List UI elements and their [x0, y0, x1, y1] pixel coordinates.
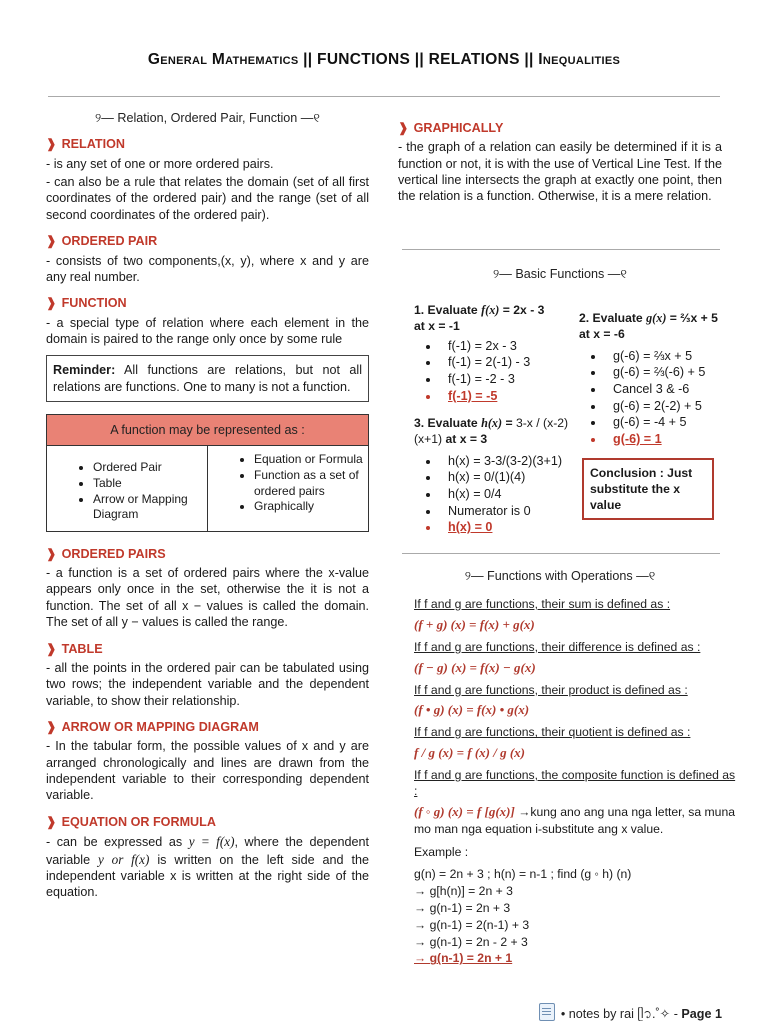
footer-notes: • notes by rai ᥫ᭡.˚✧ -	[560, 1007, 682, 1021]
ordered-pair-heading: ❱ ORDERED PAIR	[46, 234, 158, 249]
eval-2	[579, 311, 727, 447]
eval-2-heading: 2. Evaluate g(x) = ⅔x + 5 at x = -6	[579, 311, 718, 341]
left-column	[46, 110, 369, 903]
op-difference-formula: (f − g) (x) = f(x) − g(x)	[414, 659, 536, 675]
title-divider	[48, 96, 720, 97]
op-quotient-line: If f and g are functions, their quotient is defined as :	[414, 725, 691, 740]
notepad-icon	[539, 1003, 555, 1021]
conclusion-box: Conclusion : Just substitute the x value	[582, 458, 714, 520]
divider-ops	[402, 553, 720, 554]
footer	[539, 1003, 722, 1022]
eval-3-step: • h(x) = 0/(1)(4)	[440, 469, 574, 486]
op-product-formula: (f • g) (x) = f(x) • g(x)	[414, 702, 530, 718]
eval-3-answer: • h(x) = 0	[440, 519, 574, 536]
eval-1-step: • f(-1) = 2(-1) - 3	[440, 354, 574, 371]
op-sum-line: If f and g are functions, their sum is defined as :	[414, 597, 671, 611]
table-text: - all the points in the ordered pair can be tabulated using two rows; the independent variable and the dependent variable, to show their relationship.	[46, 660, 369, 708]
relation-subheading: ୨— Relation, Ordered Pair, Function —୧	[95, 111, 320, 125]
op-difference-line: If f and g are functions, their difference is defined as :	[414, 639, 701, 654]
equation-heading: ❱ EQUATION OR FORMULA	[46, 814, 216, 829]
operations	[414, 597, 736, 967]
op-composite-formula: (f ◦ g) (x) = f [g(x)] →kung ano ang una nga letter, sa muna mo man nga equation i-substitute ang x value.	[414, 803, 736, 836]
right-column	[398, 120, 722, 207]
reminder-box	[46, 355, 369, 402]
table-heading: ❱ TABLE	[46, 641, 103, 656]
graphically-heading: ❱ GRAPHICALLY	[398, 121, 504, 135]
rep-item: • Function as a set of ordered pairs	[254, 468, 364, 499]
example-line: → g(n-1) = 2n - 2 + 3	[414, 934, 528, 949]
ops-subheading: ୨— Functions with Operations —୧	[464, 569, 656, 583]
representation-table	[46, 414, 369, 532]
eval-1-step: • f(-1) = 2x - 3	[440, 338, 574, 355]
rep-item: • Ordered Pair	[93, 460, 203, 476]
example-line: g(n) = 2n + 3 ; h(n) = n-1 ; find (g ◦ h) (n)	[414, 867, 632, 882]
basic-functions-subheading: ୨— Basic Functions —୧	[493, 267, 627, 281]
divider-basic	[402, 249, 720, 250]
representation-table-header: A function may be represented as :	[47, 415, 369, 446]
eval-1-answer: • f(-1) = -5	[440, 388, 574, 405]
example-line: → g(n-1) = 2n + 3	[414, 900, 511, 915]
relation-line-2: - can also be a rule that relates the domain (set of all first coordinates of the ordered pair) and the range (set of all second coordinates of the ordered pair).	[46, 175, 369, 222]
eval-2-step: • Cancel 3 & -6	[605, 381, 727, 398]
example-answer: → g(n-1) = 2n + 1	[414, 951, 513, 966]
eval-1-step: • f(-1) = -2 - 3	[440, 371, 574, 388]
relation-heading: ❱ RELATION	[46, 137, 125, 152]
eval-3-step: • Numerator is 0	[440, 503, 574, 520]
rep-item: • Graphically	[254, 499, 364, 515]
ordered-pair-text: - consists of two components,(x, y), where x and y are any real number.	[46, 253, 369, 284]
op-quotient-formula: f / g (x) = f (x) / g (x)	[414, 745, 526, 761]
graphically-text: - the graph of a relation can easily be determined if it is a function or not, it is with the use of Vertical Line Test. If the vertical line intersects the graph at exactly one point, then the relation is a function. Otherwise, it is a mere relation.	[398, 140, 722, 204]
eval-2-step: • g(-6) = ⅔(-6) + 5	[605, 364, 727, 381]
page-title: General Mathematics || FUNCTIONS || RELATIONS || Inequalities	[147, 51, 621, 68]
arrow-text: - In the tabular form, the possible values of x and y are arranged chronologically and lines are drawn from the independent variable to their corresponding dependent variable.	[46, 739, 369, 803]
page-number: Page 1	[681, 1007, 722, 1021]
eval-3-step: • h(x) = 0/4	[440, 486, 574, 503]
op-sum-formula: (f + g) (x) = f(x) + g(x)	[414, 616, 535, 632]
ordered-pairs-heading: ❱ ORDERED PAIRS	[46, 546, 166, 561]
representation-right-cell	[208, 446, 369, 531]
reminder-label: Reminder:	[53, 363, 116, 378]
ordered-pairs-text: - a function is a set of ordered pairs where the x-value appears only once in the set, otherwise the it is not a function. The set of all x − values is called the domain. The set of all y − values is called the range.	[46, 566, 369, 630]
rep-item: • Table	[93, 476, 203, 492]
composite-note: →kung ano ang una nga letter, sa muna mo man nga equation i-substitute ang x value.	[414, 804, 736, 836]
op-composite-line: If f and g are functions, the composite function is defined as :	[414, 768, 736, 798]
rep-item: • Equation or Formula	[254, 452, 364, 468]
function-heading: ❱ FUNCTION	[46, 296, 127, 311]
eval-2-step: • g(-6) = ⅔x + 5	[605, 348, 727, 365]
example-line: → g[h(n)] = 2n + 3	[414, 884, 513, 899]
eval-2-step: • g(-6) = 2(-2) + 5	[605, 398, 727, 415]
arrow-heading: ❱ ARROW OR MAPPING DIAGRAM	[46, 720, 259, 734]
eval-3-step: • h(x) = 3-3/(3-2)(3+1)	[440, 453, 574, 470]
eval-3-heading: 3. Evaluate h(x) = 3-x / (x-2) (x+1) at x = 3	[414, 416, 569, 446]
equation-text: - can be expressed as y = f(x), where the dependent variable y or f(x) is written on the left side and the independent variable x is written at the right side of the equation.	[46, 834, 369, 900]
eval-1	[414, 303, 574, 404]
example-label: Example :	[414, 844, 469, 859]
eval-1-heading: 1. Evaluate f(x) = 2x - 3 at x = -1	[414, 303, 545, 333]
representation-left-cell	[47, 446, 208, 531]
reminder-text: All functions are relations, but not all relations are functions. One to many is not a function.	[53, 363, 362, 394]
eval-2-step: • g(-6) = -4 + 5	[605, 414, 727, 431]
example-line: → g(n-1) = 2(n-1) + 3	[414, 917, 530, 932]
eval-2-answer: • g(-6) = 1	[605, 431, 727, 448]
rep-item: • Arrow or Mapping Diagram	[93, 492, 203, 523]
function-text: - a special type of relation where each element in the domain is paired to the range only once by some rule	[46, 315, 369, 346]
op-product-line: If f and g are functions, their product is defined as :	[414, 682, 688, 697]
relation-line-1: - is any set of one or more ordered pairs.	[46, 156, 274, 171]
eval-3	[414, 416, 574, 536]
